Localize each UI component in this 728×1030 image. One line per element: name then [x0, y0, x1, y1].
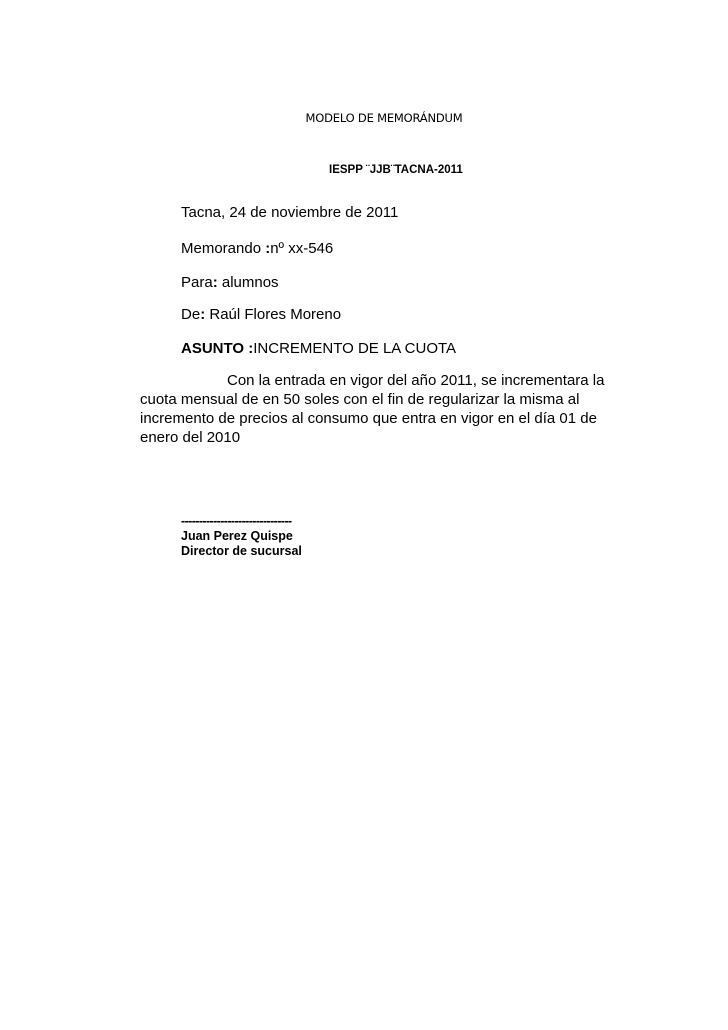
para-value: alumnos — [217, 274, 279, 291]
de-colon: : — [200, 306, 206, 323]
body-paragraph: Con la entrada en vigor del año 2011, se incrementara la cuota mensual de en 50 soles con el fin de regularizar la misma al incremento de precios al consumo que entra en vigor en el día 01 de enero del 2010 — [140, 372, 605, 446]
de-label: De — [181, 306, 201, 323]
subject-line — [181, 340, 456, 357]
document-subtitle: IESPP ¨JJB¨TACNA-2011 — [329, 164, 463, 176]
para-label: Para — [181, 274, 213, 291]
signer-name: Juan Perez Quispe — [181, 529, 293, 543]
signature-line: ------------------------------- — [181, 514, 292, 528]
recipient-line — [181, 274, 279, 291]
memo-colon: : — [265, 240, 271, 257]
para-colon: : — [212, 274, 218, 291]
asunto-label: ASUNTO : — [181, 340, 254, 357]
signature-block — [181, 514, 309, 559]
sender-line — [181, 306, 341, 323]
signer-position: Director de sucursal — [181, 544, 302, 558]
memo-value: nº xx-546 — [270, 240, 334, 257]
asunto-value: INCREMENTO DE LA CUOTA — [253, 340, 457, 357]
memo-number-line — [181, 240, 333, 257]
memo-label: Memorando — [181, 240, 266, 257]
document-title: MODELO DE MEMORÁNDUM — [305, 111, 463, 125]
date-line: Tacna, 24 de noviembre de 2011 — [181, 204, 399, 221]
de-value: Raúl Flores Moreno — [205, 306, 342, 323]
